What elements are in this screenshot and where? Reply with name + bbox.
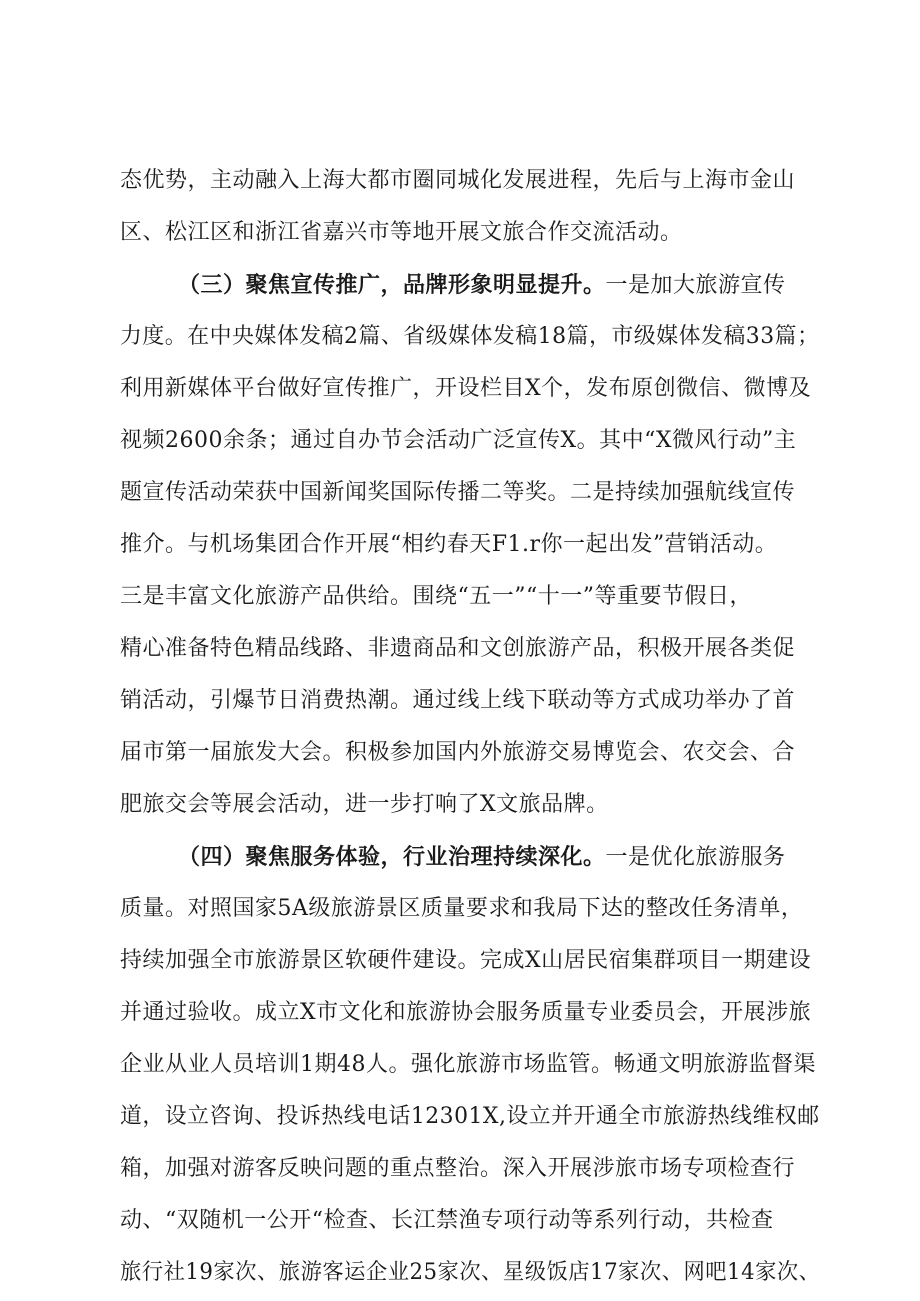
paragraph-line [120,1247,821,1299]
line-text: 区、松江区和浙江省嘉兴市等地开展文旅合作交流活动。 [120,220,683,245]
section-heading-line [120,831,820,883]
line-text: 态优势，主动融入上海大都市圈同城化发展进程，先后与上海市金山 [120,168,796,193]
paragraph-line [120,311,820,363]
line-text: 题宣传活动荣获中国新闻奖国际传播二等奖。二是持续加强航线宣传 [120,480,796,505]
line-text: 旅行社19家次、旅游客运企业25家次、星级饭店17家次、网吧14家次、 [120,1260,821,1285]
line-text: 持续加强全市旅游景区软硬件建设。完成X山居民宿集群项目一期建设 [120,948,812,973]
paragraph-line [120,1195,820,1247]
paragraph-line [120,883,820,935]
paragraph-line [120,1039,820,1091]
line-text: 箱，加强对游客反映问题的重点整治。深入开展涉旅市场专项检查行 [120,1156,796,1181]
paragraph-line [120,1143,820,1195]
line-text: 利用新媒体平台做好宣传推广，开设栏目X个，发布原创微信、微博及 [120,376,812,401]
line-text: 动、“双随机一公开“检查、长江禁渔专项行动等系列行动，共检查 [120,1208,774,1233]
line-text: 道，设立咨询、投诉热线电话12301X,设立并开通全市旅游热线维权邮 [120,1104,820,1129]
section-heading: （三）聚焦宣传推广，品牌形象明显提升。 [178,272,606,298]
paragraph-line [120,363,820,415]
line-text: 届市第一届旅发大会。积极参加国内外旅游交易博览会、农交会、合 [120,740,796,765]
body-text [120,155,820,1299]
paragraph-line [120,623,820,675]
line-text: 质量。对照国家5A级旅游景区质量要求和我局下达的整改任务清单， [120,896,804,921]
paragraph-line [120,415,820,467]
paragraph-line [120,779,820,831]
line-text: 并通过验收。成立X市文化和旅游协会服务质量专业委员会，开展涉旅 [120,1000,812,1025]
line-text: 肥旅交会等展会活动，进一步打响了X文旅品牌。 [120,792,609,817]
section-heading-line [120,259,820,311]
line-text: 企业从业人员培训1期48人。强化旅游市场监管。畅通文明旅游监督渠 [120,1052,816,1077]
line-text: 一是加大旅游宣传 [605,273,786,298]
paragraph-line [120,987,820,1039]
paragraph-line [120,519,820,571]
paragraph-line [120,207,820,259]
line-text: 精心准备特色精品线路、非遗商品和文创旅游产品，积极开展各类促 [120,636,796,661]
paragraph-line [120,155,820,207]
line-text: 三是丰富文化旅游产品供给。围绕“五一”“十一”等重要节假日， [120,584,752,609]
line-text: 一是优化旅游服务 [605,845,786,870]
paragraph-line [120,675,820,727]
paragraph-line [120,935,820,987]
paragraph-line [120,571,820,623]
paragraph-line [120,727,820,779]
line-text: 视频2600余条；通过自办节会活动广泛宣传X。其中“X微风行动”主 [120,428,797,453]
paragraph-line [120,1091,820,1143]
paragraph-line [120,467,820,519]
section-heading: （四）聚焦服务体验，行业治理持续深化。 [178,844,606,870]
line-text: 力度。在中央媒体发稿2篇、省级媒体发稿18篇，市级媒体发稿33篇； [120,324,820,349]
line-text: 销活动，引爆节日消费热潮。通过线上线下联动等方式成功举办了首 [120,688,796,713]
line-text: 推介。与机场集团合作开展“相约春天F1.r你一起出发”营销活动。 [120,532,778,557]
